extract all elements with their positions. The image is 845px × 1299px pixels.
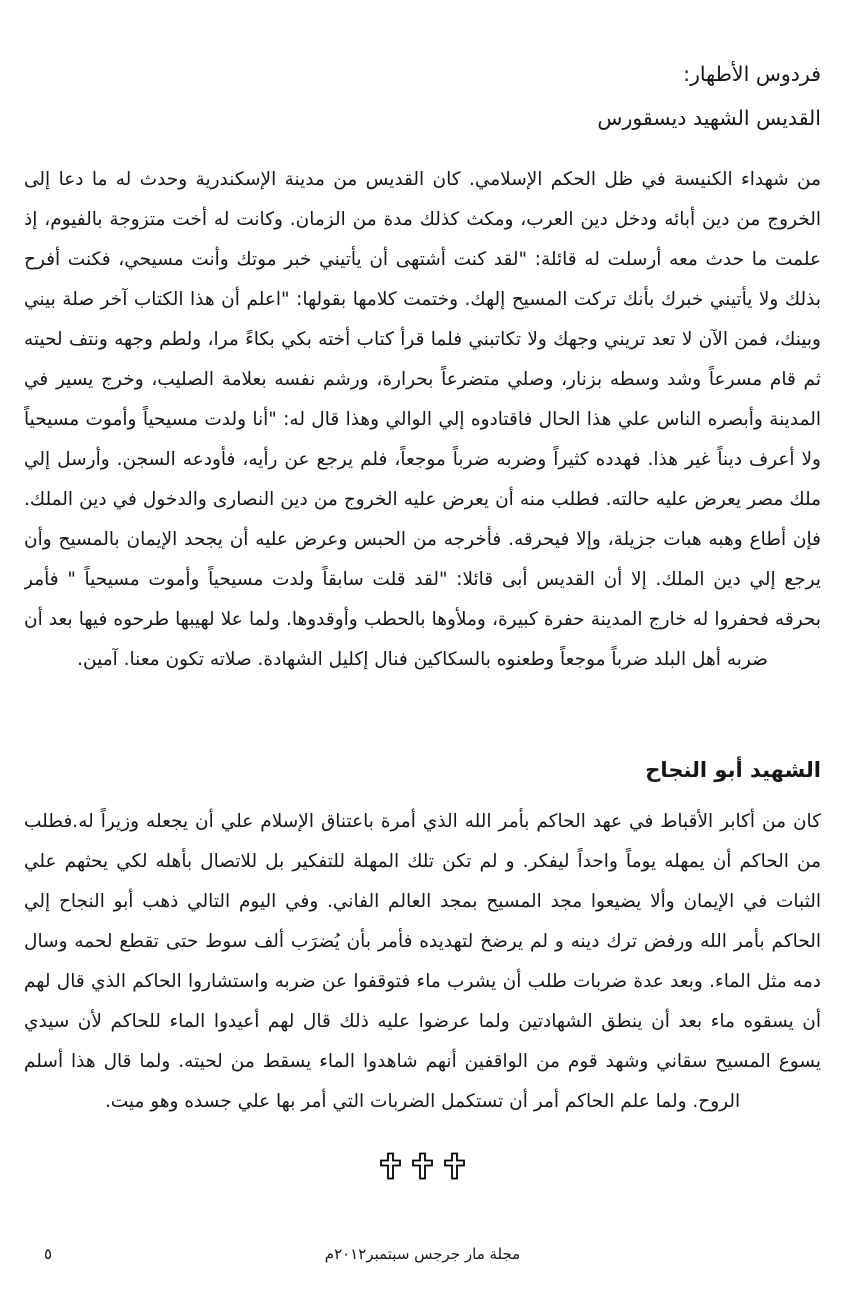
- doc-title-line1: فردوس الأطهار:: [683, 62, 821, 86]
- crosses-divider: [0, 1152, 845, 1180]
- doc-title-line2: القديس الشهيد ديسقورس: [597, 106, 821, 130]
- page-number: ٥: [44, 1245, 53, 1263]
- document-title-block: [24, 52, 821, 140]
- footer-journal-title: مجلة مار جرجس سبتمبر٢٠١٢م: [324, 1245, 521, 1263]
- story-paragraph-abu-alnajah: كان من أكابر الأقباط في عهد الحاكم بأمر الله الذي أمرة باعتناق الإسلام علي أن يجعله وزيراً له.فطلب من الحاكم أن يمهله يوماً واحداً ليفكر. و لم تكن تلك المهلة للتفكير بل للاتصال بأهله لكي يحثهم علي الثبات في الإيمان وألا يضيعوا مجد المسيح بمجد العالم الفاني. وفي اليوم التالي ذهب أبو النجاح إلي الحاكم بأمر الله ورفض ترك دينه و لم يرضخ لتهديده فأمر بأن يُضرَب ألف سوط حتى تقطع لحمه وسال دمه مثل الماء. وبعد عدة ضربات طلب أن يشرب ماء فتوقفوا عن ضربه واستشاروا الحاكم الذي قال لهم أن يسقوه ماء بعد أن ينطق الشهادتين ولما عرضوا عليه ذلك قال لهم أعيدوا الماء للحاكم لأن سيدي يسوع المسيح سقاني وشهد قوم من الواقفين أنهم شاهدوا الماء يسقط من لحيته. ولما قال هذا أسلم الروح. ولما علم الحاكم أمر أن تستكمل الضربات التي أمر بها علي جسده وهو ميت.: [24, 811, 821, 1112]
- story-paragraph-dioscorus: من شهداء الكنيسة في ظل الحكم الإسلامي. كان القديس من مدينة الإسكندرية وحدث له ما دعا إلى الخروج من دين أبائه ودخل دين العرب، ومكث كذلك مدة من الزمان. وكانت له أخت متزوجة بالفيوم، إذ علمت ما حدث معه أرسلت له قائلة: "لقد كنت أشتهى أن يأتيني خبر موتك وأنت مسيحي، فكنت أفرح بذلك ولا يأتيني خبرك بأنك تركت المسيح إلهك. وختمت كلامها بقولها: "اعلم أن هذا الكتاب آخر صلة بيني وبينك، فمن الآن لا تعد تريني وجهك ولا تكاتبني فلما قرأ كتاب أخته بكي بكاءً مرا، ولطم وجهه ونتف لحيته ثم قام مسرعاً وشد وسطه بزنار، وصلي متضرعاً بحرارة، ورشم نفسه بعلامة الصليب، وخرج يسير في المدينة وأبصره الناس علي هذا الحال فاقتادوه إلي الوالي وهذا قال له: "أنا ولدت مسيحياً وأموت مسيحياً ولا أعرف ديناً غير هذا. فهدده كثيراً وضربه ضرباً موجعاً، فلم يرجع عن رأيه، فأودعه السجن. وأرسل إلي ملك مصر يعرض عليه حالته. فطلب منه أن يعرض عليه الخروج من دين النصارى والدخول في دين الملك. فإن أطاع وهبه هبات جزيلة، وإلا فيحرقه. فأخرجه من الحبس وعرض عليه أن يجحد الإيمان بالمسيح وأن يرجع إلي دين الملك. إلا أن القديس أبى قائلا: "لقد قلت سابقاً ولدت مسيحياً وأموت مسيحياً " فأمر بحرقه فحفروا له خارج المدينة حفرة كبيرة، وملأوها بالحطب وأوقدوها. ولما علا لهيبها طرحوه فيها بعد أن ضربه أهل البلد ضرباً موجعاً وطعنوه بالسكاكين فنال إكليل الشهادة. صلاته تكون معنا. آمين.: [24, 169, 821, 670]
- latin-cross-icon: [412, 1152, 433, 1180]
- section-heading-abu-alnajah: الشهيد أبو النجاح: [645, 758, 821, 782]
- latin-cross-icon: [380, 1152, 401, 1180]
- latin-cross-icon: [444, 1152, 465, 1180]
